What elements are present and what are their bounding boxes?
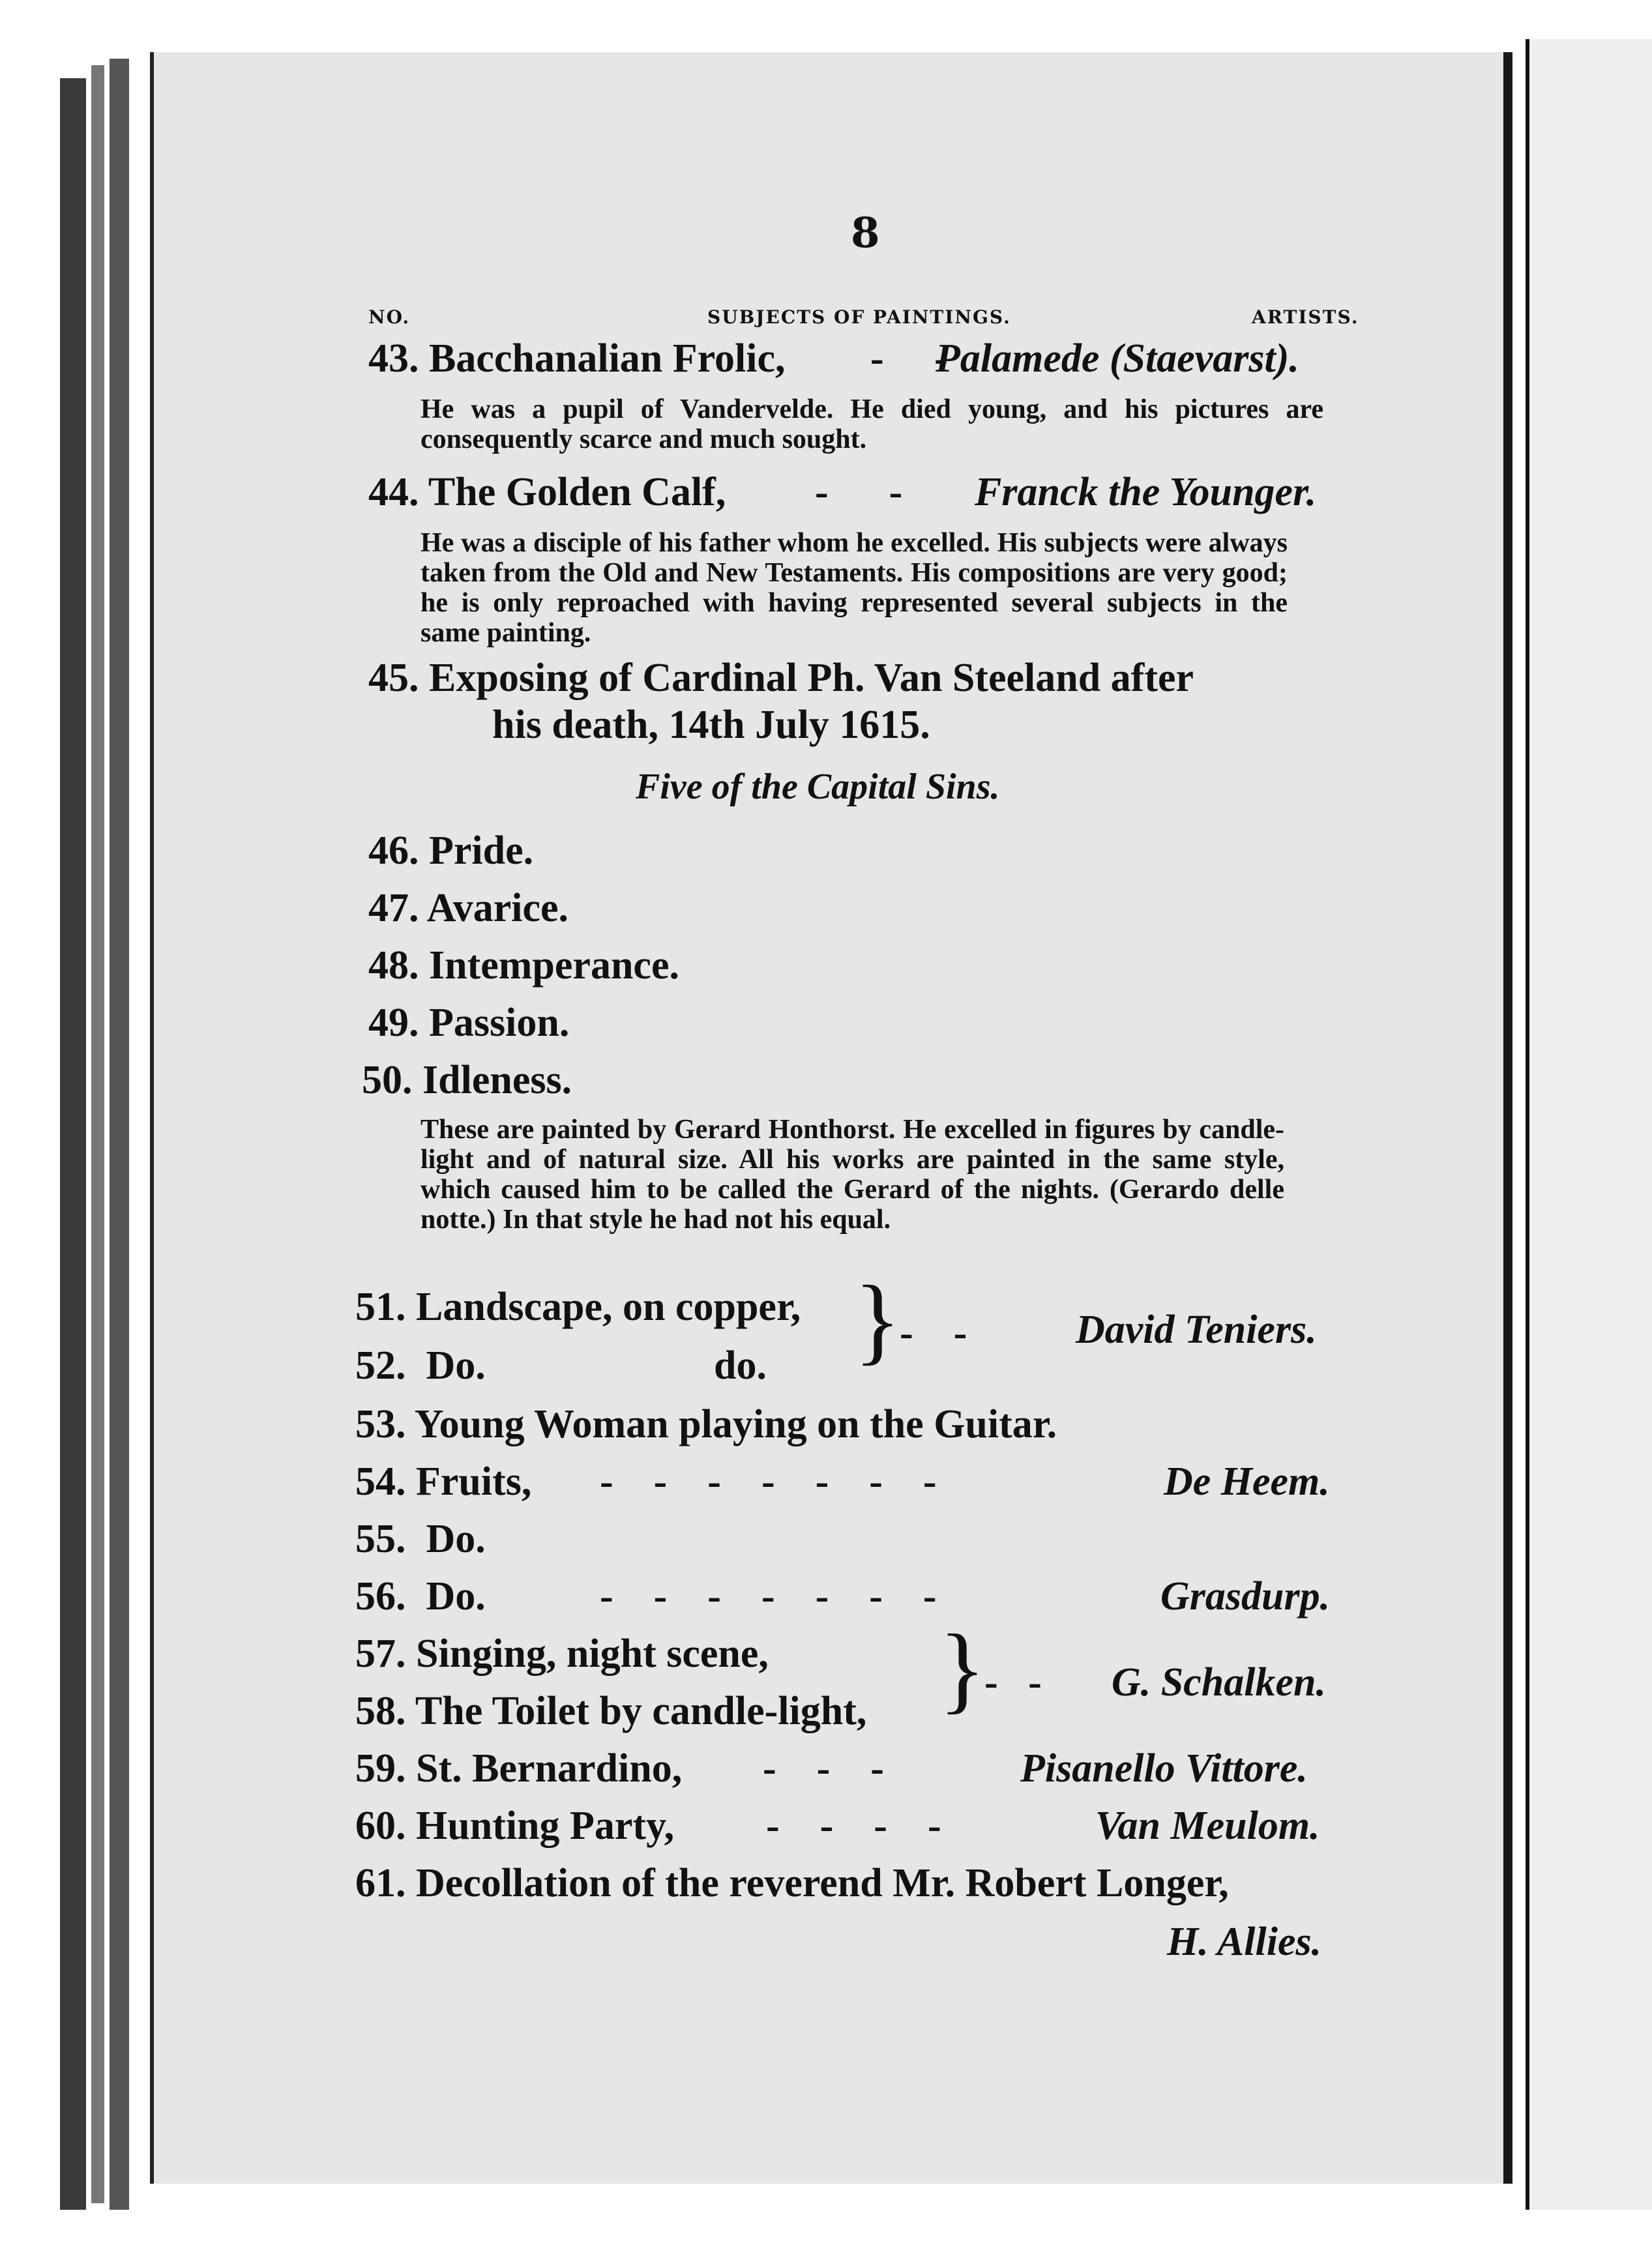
section-title: Five of the Capital Sins.	[636, 767, 1000, 807]
entry-title: Intemperance.	[429, 943, 679, 988]
entry-title: Exposing of Cardinal Ph. Van Steeland after	[429, 656, 1194, 700]
entry-54	[355, 1459, 531, 1505]
entry-44	[368, 469, 726, 516]
leader-dashes: - - - - - - -	[600, 1574, 937, 1619]
note-46-50: These are painted by Gerard Honthorst. He excelled in figures by candle-light and of natural size. All his works are painted in the same style, which caused him to be called the Gerard of the nights. (Gerardo delle notte.) In that style he had not his equal.	[420, 1115, 1284, 1235]
entry-50	[362, 1057, 572, 1104]
grouping-brace: }	[939, 1615, 986, 1723]
entry-number: 54.	[355, 1459, 406, 1504]
entry-57	[355, 1631, 769, 1677]
group-artist: David Teniers.	[1076, 1308, 1317, 1352]
page-stack-edge	[110, 59, 129, 2210]
entry-58	[355, 1688, 866, 1735]
entry-number: 50.	[362, 1058, 413, 1102]
entry-artist: Franck the Younger.	[975, 470, 1317, 514]
column-header-subjects: SUBJECTS OF PAINTINGS.	[707, 306, 1011, 328]
grouping-brace: }	[854, 1266, 901, 1374]
entry-number: 57.	[355, 1632, 406, 1676]
entry-43	[368, 336, 786, 382]
note-44: He was a disciple of his father whom he excelled. His subjects were always taken from the Old and New Testaments. His compositions are very good; he is only reproached with having represented several subjects in the same painting.	[420, 528, 1288, 648]
page-stack-edge	[60, 78, 86, 2210]
entry-title: Hunting Party,	[416, 1804, 675, 1848]
entry-55	[355, 1516, 486, 1562]
entry-title: Bacchanalian Frolic,	[429, 336, 786, 381]
entry-artist: Palamede (Staevarst).	[936, 336, 1299, 381]
entry-53	[355, 1401, 1057, 1448]
leader-dashes: - - - -	[766, 1804, 941, 1848]
entry-51	[355, 1284, 801, 1330]
entry-title: Avarice.	[426, 886, 569, 930]
entry-title: Idleness.	[422, 1058, 572, 1102]
entry-artist: Grasdurp.	[1160, 1574, 1331, 1619]
entry-title: The Golden Calf,	[428, 470, 726, 514]
leader-dashes: - -	[815, 470, 903, 514]
entry-number: 56.	[355, 1574, 406, 1619]
entry-number: 51.	[355, 1285, 406, 1329]
entry-45	[368, 655, 1194, 701]
entry-title: Singing, night scene,	[416, 1632, 769, 1676]
entry-artist: Pisanello Vittore.	[1020, 1746, 1308, 1791]
entry-number: 43.	[368, 336, 419, 381]
entry-47	[368, 885, 568, 931]
page-stack-edge	[91, 65, 104, 2203]
entry-61	[355, 1860, 1229, 1907]
entry-title: Pride.	[429, 828, 534, 873]
entry-title: Passion.	[429, 1001, 570, 1045]
entry-number: 48.	[368, 943, 419, 988]
entry-number: 44.	[368, 470, 419, 514]
page-number: 8	[851, 209, 880, 257]
entry-number: 58.	[355, 1689, 406, 1733]
entry-45-continued: his death, 14th July 1615.	[492, 703, 930, 747]
entry-49	[368, 1000, 569, 1046]
entry-number: 49.	[368, 1001, 419, 1045]
group-artist: G. Schalken.	[1112, 1660, 1326, 1705]
entry-number: 47.	[368, 886, 419, 930]
entry-title: St. Bernardino,	[416, 1746, 683, 1791]
entry-title: Young Woman playing on the Guitar.	[414, 1402, 1057, 1446]
entry-title: Fruits,	[416, 1459, 532, 1504]
facing-page	[1526, 39, 1652, 2210]
entry-56	[355, 1574, 486, 1620]
entry-title: Landscape, on copper,	[416, 1285, 801, 1329]
leader-dashes: - -	[900, 1311, 967, 1355]
leader-dashes: - - -	[763, 1746, 884, 1791]
entry-title: Do.	[426, 1343, 486, 1388]
entry-46	[368, 828, 533, 874]
leader-dashes: - - - - - - -	[600, 1459, 937, 1504]
column-header-artists: ARTISTS.	[1252, 306, 1359, 328]
entry-52	[355, 1343, 486, 1389]
entry-artist: De Heem.	[1164, 1459, 1330, 1504]
entry-artist: H. Allies.	[1167, 1920, 1322, 1964]
column-header-no: NO.	[368, 306, 411, 328]
entry-title: Decollation of the reverend Mr. Robert Longer,	[416, 1861, 1229, 1905]
entry-title: Do.	[426, 1574, 486, 1619]
entry-number: 45.	[368, 656, 419, 700]
entry-number: 46.	[368, 828, 419, 873]
entry-title: Do.	[426, 1517, 486, 1561]
note-43: He was a pupil of Vandervelde. He died young, and his pictures are consequently scarce and much sought.	[420, 394, 1323, 454]
entry-number: 59.	[355, 1746, 406, 1791]
entry-52-ditto: do.	[714, 1343, 767, 1388]
entry-title: The Toilet by candle-light,	[415, 1689, 867, 1733]
entry-number: 55.	[355, 1517, 406, 1561]
entry-59	[355, 1746, 682, 1792]
entry-48	[368, 943, 679, 989]
entry-number: 52.	[355, 1343, 406, 1388]
entry-artist: Van Meulom.	[1095, 1804, 1320, 1848]
entry-number: 53.	[355, 1402, 406, 1446]
leader-dashes: - -	[984, 1660, 1042, 1705]
entry-60	[355, 1803, 674, 1849]
entry-number: 60.	[355, 1804, 406, 1848]
entry-number: 61.	[355, 1861, 406, 1905]
leader-dashes: - -	[870, 336, 948, 381]
